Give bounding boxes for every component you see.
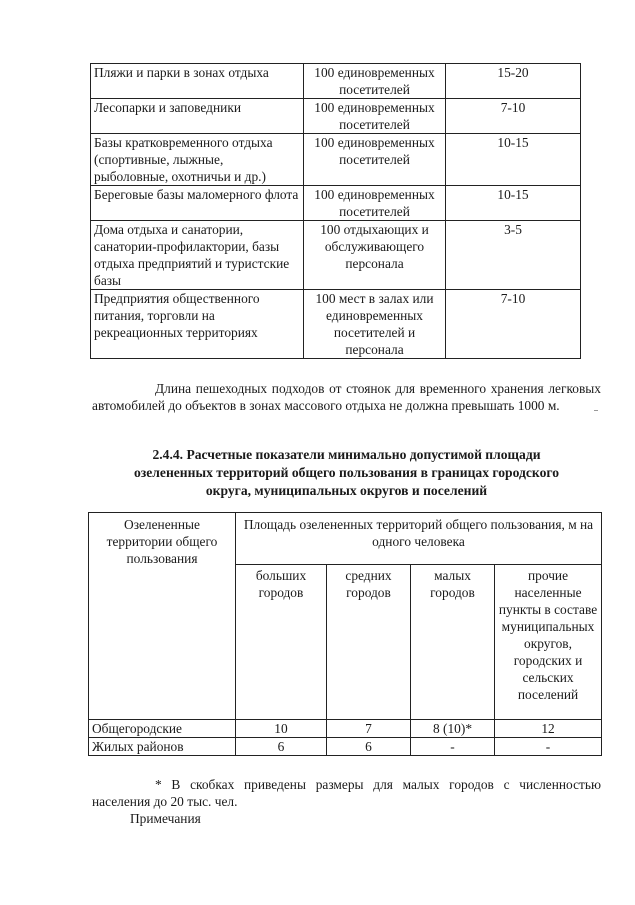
facility-name: Предприятия общественного питания, торговли на рекреационных территориях — [91, 290, 304, 359]
subheader-medium-cities: средних городов — [327, 565, 411, 720]
section-heading — [92, 446, 601, 500]
table-row — [91, 134, 581, 186]
facility-name: Дома отдыха и санатории, санатории-профилактории, базы отдыха предприятий и туристские базы — [91, 221, 304, 290]
footnote: * В скобках приведены размеры для малых городов с численностью населения до 20 тыс. чел. — [92, 777, 601, 809]
cell-value: - — [495, 738, 602, 756]
column-header-territories: Озелененные территории общего пользования — [89, 513, 236, 720]
parking-value: 3-5 — [446, 221, 581, 290]
green-areas-table — [88, 512, 602, 756]
parking-value: 10-15 — [446, 186, 581, 221]
facility-name: Базы кратковременного отдыха (спортивные, лыжные, рыболовные, охотничьи и др.) — [91, 134, 304, 186]
notes-label: Примечания — [130, 811, 201, 826]
table-row — [91, 64, 581, 99]
capacity-unit: 100 единовременных посетителей — [304, 64, 446, 99]
heading-line: округа, муниципальных округов и поселений — [205, 483, 488, 498]
table-row — [91, 186, 581, 221]
subheader-other-settlements: прочие населенные пункты в составе муниципальных округов, городских и сельских поселений — [495, 565, 602, 720]
cell-value: 7 — [327, 720, 411, 738]
parking-value: 7-10 — [446, 99, 581, 134]
heading-line: 2.4.4. Расчетные показатели минимально допустимой площади — [152, 447, 541, 462]
column-header-area: Площадь озелененных территорий общего пользования, м на одного человека — [236, 513, 602, 565]
facility-name: Лесопарки и заповедники — [91, 99, 304, 134]
cell-value: 10 — [236, 720, 327, 738]
cell-value: 6 — [236, 738, 327, 756]
capacity-unit: 100 мест в залах или единовременных посетителей и персонала — [304, 290, 446, 359]
recreation-parking-table — [90, 63, 581, 359]
walking-distance-paragraph: Длина пешеходных подходов от стоянок для временного хранения легковых автомобилей до объектов в зонах массового отдыха не должна превышать 1000 м. — [92, 381, 601, 413]
facility-name: Береговые базы маломерного флота — [91, 186, 304, 221]
cell-value: 12 — [495, 720, 602, 738]
row-label: Жилых районов — [89, 738, 236, 756]
capacity-unit: 100 единовременных посетителей — [304, 186, 446, 221]
heading-line: озелененных территорий общего пользования в границах городского — [133, 465, 560, 480]
table-row — [91, 99, 581, 134]
facility-name: Пляжи и парки в зонах отдыха — [91, 64, 304, 99]
parking-value: 15-20 — [446, 64, 581, 99]
cell-value: 8 (10)* — [411, 720, 495, 738]
capacity-unit: 100 единовременных посетителей — [304, 134, 446, 186]
parking-value: 10-15 — [446, 134, 581, 186]
scan-mark — [594, 410, 598, 411]
table-row — [91, 221, 581, 290]
table-row — [89, 738, 602, 756]
table-row — [91, 290, 581, 359]
row-label: Общегородские — [89, 720, 236, 738]
cell-value: 6 — [327, 738, 411, 756]
capacity-unit: 100 единовременных посетителей — [304, 99, 446, 134]
table-header-row — [89, 513, 602, 565]
capacity-unit: 100 отдыхающих и обслуживающего персонала — [304, 221, 446, 290]
cell-value: - — [411, 738, 495, 756]
subheader-small-cities: малых городов — [411, 565, 495, 720]
table-row — [89, 720, 602, 738]
subheader-large-cities: больших городов — [236, 565, 327, 720]
parking-value: 7-10 — [446, 290, 581, 359]
